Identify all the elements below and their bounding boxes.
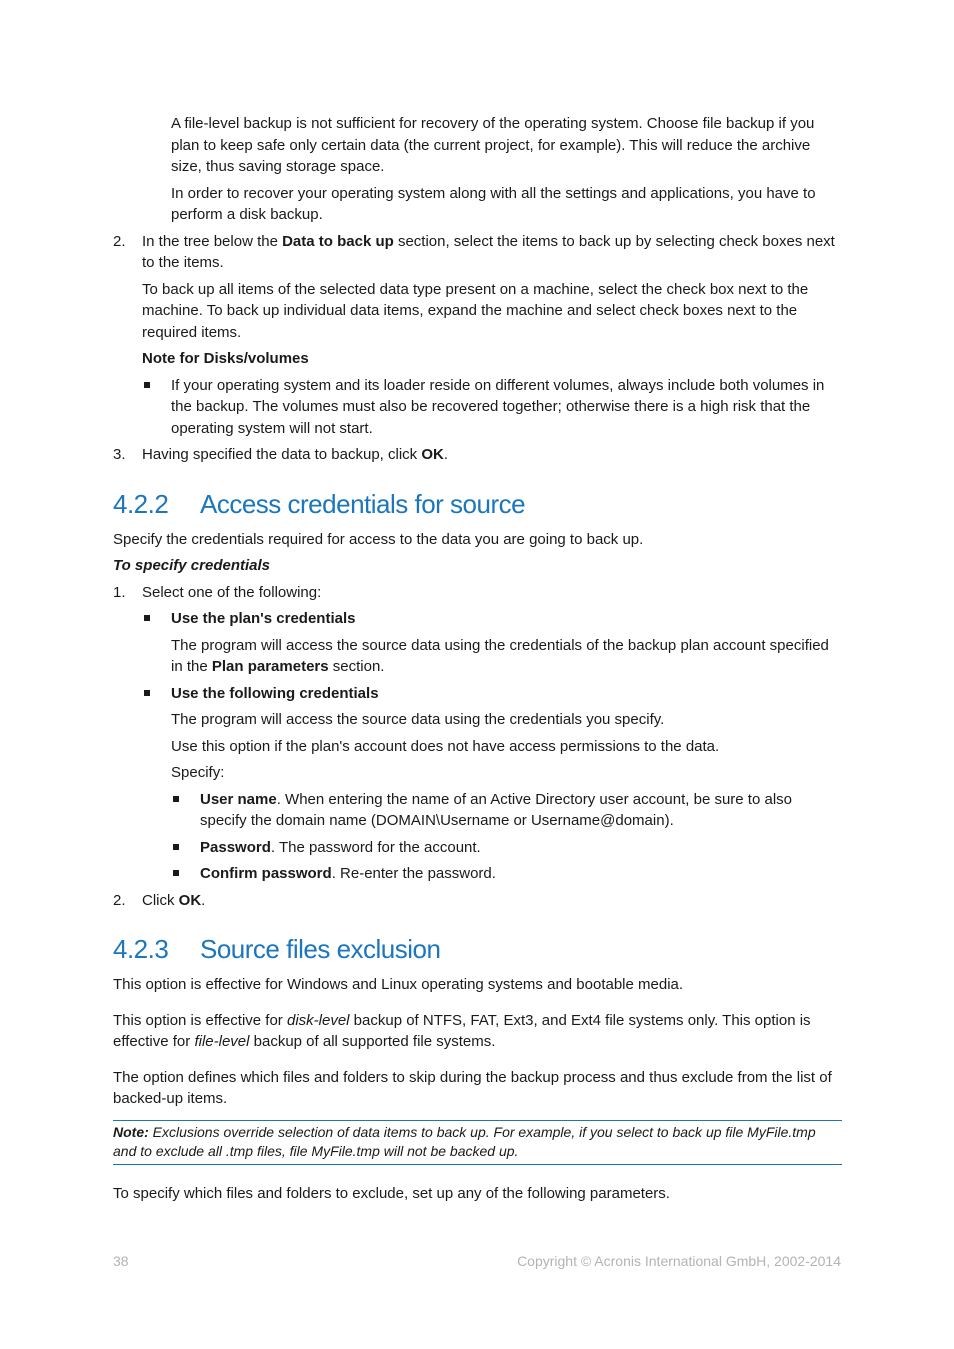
section-paragraph-4: To specify which files and folders to exclude, set up any of the following parameters. (113, 1184, 670, 1202)
section-intro: Specify the credentials required for access to the data you are going to back up. (113, 530, 644, 548)
intro-paragraph-1: A file-level backup is not sufficient for recovery of the operating system. Choose file backup if you plan to keep safe only certain data (the current project, for example). This will reduce the archive size, thus saving storage space. (171, 115, 815, 175)
step-bold: OK (421, 446, 444, 463)
procedure-step-2 (113, 890, 841, 912)
item-text: . Re-enter the password. (331, 865, 496, 882)
bullet-icon (173, 844, 179, 850)
bullet-icon (173, 870, 179, 876)
item-text: . The password for the account. (270, 838, 481, 856)
note-text: Exclusions override selection of data items to back up. For example, if you select to back up file MyFile.tmp and to exclude all .tmp files, file MyFile.tmp will not be backed up. (113, 1123, 816, 1159)
procedure-heading: To specify credentials (113, 557, 271, 574)
bullet-icon (144, 615, 150, 621)
step-number: 2. (113, 891, 126, 909)
intro-paragraph-2: In order to recover your operating system along with all the settings and applications, you have to perform a disk backup. (171, 184, 816, 223)
section-paragraph-1: This option is effective for Windows and Linux operating systems and bootable media. (113, 976, 684, 993)
step-2 (113, 231, 841, 274)
item-bold: User name (200, 790, 277, 808)
list-item-text: If your operating system and its loader reside on different volumes, always include both volumes in the backup. The volumes must also be recovered together; otherwise there is a high risk that the operating system will not start. (171, 376, 825, 437)
copyright: Copyright © Acronis International GmbH, 2002-2014 (517, 1253, 841, 1269)
step-text: In the tree below the (142, 232, 283, 250)
step-bold: OK (178, 891, 202, 909)
step-text: Having specified the data to backup, click (142, 446, 422, 463)
item-bold: Password (200, 838, 271, 856)
item-bold: Confirm password (200, 865, 332, 882)
step-number: 3. (113, 446, 126, 463)
option-following-credentials (113, 683, 841, 705)
item-text: . When entering the name of an Active Directory user account, be sure to also specify the domain name (DOMAIN\Username or Username@domain). (200, 790, 792, 829)
text: backup of all supported file systems. (249, 1033, 496, 1050)
section-title: Access credentials for source (200, 488, 526, 519)
step-text: Click (142, 891, 179, 909)
step-text-post: . (443, 446, 448, 463)
bullet-icon (144, 382, 150, 388)
step-text-post: . (201, 891, 206, 909)
step-text-post: section, select the items to back up by selecting check boxes next to the items. (142, 232, 835, 271)
note-box (113, 1120, 842, 1165)
section-paragraph-3: The option defines which files and folders to skip during the backup process and thus exclude from the list of backed-up items. (113, 1068, 832, 1107)
italic-text: file-level (194, 1033, 250, 1050)
option-paragraph-3: Specify: (171, 764, 225, 781)
section-heading-4-2-3 (113, 933, 841, 965)
step-number: 2. (113, 232, 126, 250)
section-heading-4-2-2 (113, 488, 841, 520)
italic-text: disk-level (286, 1011, 350, 1029)
section-number: 4.2.2 (113, 488, 169, 519)
option-paragraph-2: Use this option if the plan's account does not have access permissions to the data. (171, 737, 720, 755)
bullet-icon (173, 796, 179, 802)
option-text-post: section. (328, 658, 385, 675)
option-bold: Plan parameters (211, 658, 329, 675)
option-label: Use the plan's credentials (171, 610, 356, 627)
section-title: Source files exclusion (200, 934, 441, 964)
step-number: 1. (113, 583, 126, 601)
section-paragraph-2 (113, 1010, 841, 1053)
bullet-icon (144, 690, 150, 696)
option-paragraph-1: The program will access the source data using the credentials you specify. (171, 711, 665, 728)
option-label: Use the following credentials (171, 684, 379, 702)
note-heading: Note for Disks/volumes (142, 350, 309, 367)
list-item (113, 375, 841, 440)
section-number: 4.2.3 (113, 934, 169, 964)
list-item-user-name (113, 789, 841, 832)
step-text: Select one of the following: (142, 583, 322, 601)
option-description (113, 635, 841, 678)
step-bold: Data to back up (282, 232, 394, 250)
text: This option is effective for (113, 1011, 287, 1029)
step-2-paragraph: To back up all items of the selected data type present on a machine, select the check box next to the machine. To back up individual data items, expand the machine and select check boxes next to the required items. (142, 280, 809, 341)
list-item-password (113, 837, 841, 859)
procedure-step-1 (113, 582, 841, 604)
text: backup of NTFS, FAT, Ext3, and Ext4 file systems only. This option is effective for (113, 1011, 811, 1050)
option-plan-credentials (113, 608, 841, 630)
page-number: 38 (113, 1253, 129, 1269)
step-3 (113, 444, 841, 466)
note-label: Note: (113, 1123, 149, 1140)
option-text: The program will access the source data using the credentials of the backup plan account specified in the (171, 636, 829, 675)
page-content (113, 113, 841, 1204)
list-item-confirm-password (113, 863, 841, 885)
